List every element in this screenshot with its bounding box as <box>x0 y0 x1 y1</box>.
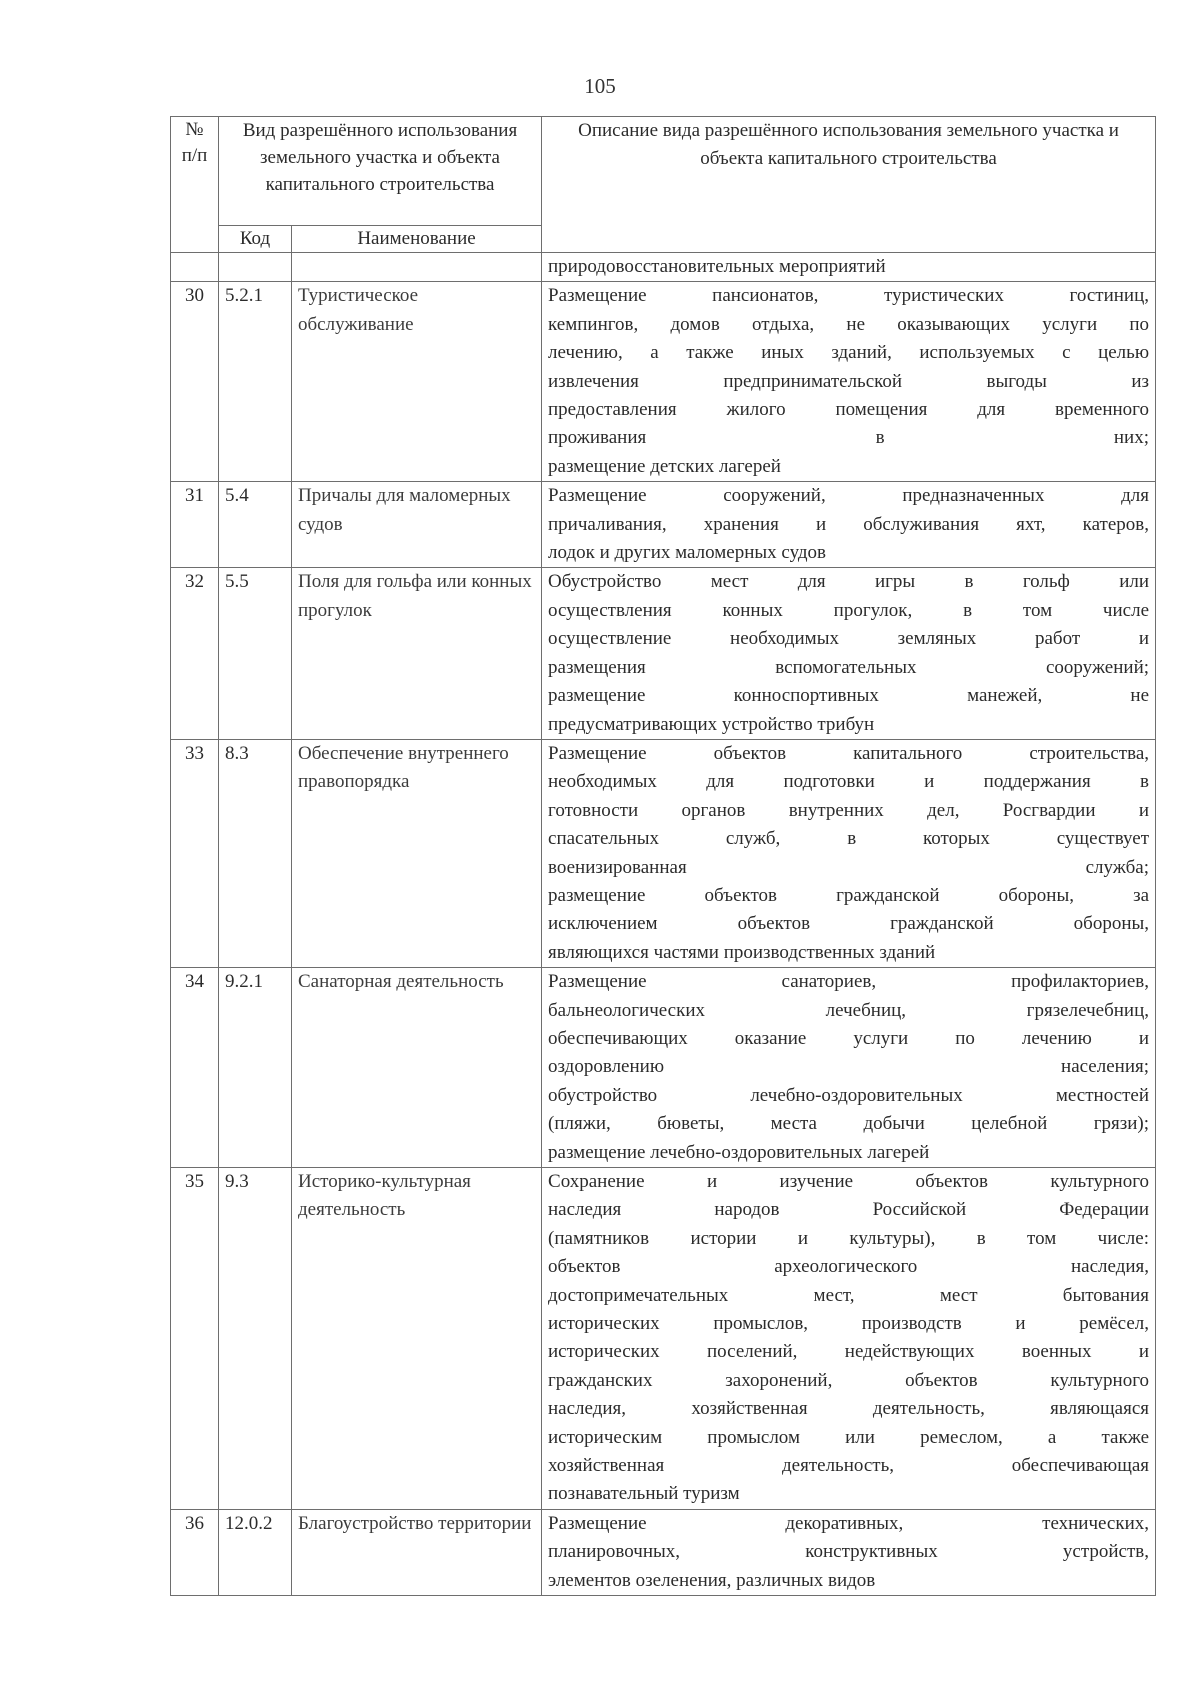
description-line: размещение лечебно-оздоровительных лагерей <box>548 1141 930 1163</box>
header-number: № п/п <box>171 117 219 253</box>
row-code: 5.4 <box>219 482 292 568</box>
description-line: необходимых для подготовки и поддержания в <box>548 771 1150 793</box>
continuation-name-cell <box>292 253 542 282</box>
row-number: 31 <box>171 482 219 568</box>
description-line: размещение объектов гражданской обороны, за <box>548 884 1150 906</box>
description-line: исторических промыслов, производств и ремёсел, <box>548 1313 1150 1335</box>
description-line: размещение детских лагерей <box>548 455 781 477</box>
description-line: познавательный туризм <box>548 1483 740 1505</box>
description-line: лодок и других маломерных судов <box>548 542 827 564</box>
description-line: исторических поселений, недействующих военных и <box>548 1341 1150 1363</box>
description-line: Размещение санаториев, профилакториев, <box>548 971 1150 993</box>
continuation-num-cell <box>171 253 219 282</box>
continuation-text: природовосстановительных мероприятий <box>548 256 886 277</box>
description-line: проживания в них; <box>548 427 1150 449</box>
row-code: 12.0.2 <box>219 1509 292 1595</box>
description-line: хозяйственная деятельность, обеспечивающая <box>548 1455 1150 1477</box>
row-code: 5.5 <box>219 568 292 739</box>
row-name: Поля для гольфа или конных прогулок <box>292 568 542 739</box>
row-description <box>542 1509 1156 1595</box>
description-line: размещение конноспортивных манежей, не <box>548 685 1150 707</box>
description-line: бальнеологических лечебниц, грязелечебниц, <box>548 999 1150 1021</box>
row-number: 32 <box>171 568 219 739</box>
description-line: (памятников истории и культуры), в том числе: <box>548 1227 1150 1249</box>
description-line: Размещение объектов капитального строительства, <box>548 742 1150 764</box>
description-line: объектов археологического наследия, <box>548 1256 1150 1278</box>
description-line: предусматривающих устройство трибун <box>548 713 875 735</box>
description-line: наследия народов Российской Федерации <box>548 1199 1150 1221</box>
description-line: достопримечательных мест, мест бытования <box>548 1284 1150 1306</box>
row-code: 5.2.1 <box>219 282 292 482</box>
table-row <box>171 1509 1156 1595</box>
row-number: 30 <box>171 282 219 482</box>
page-number: 105 <box>584 74 616 98</box>
table-body <box>171 253 1156 1596</box>
header-code: Код <box>219 226 292 253</box>
header-name: Наименование <box>292 226 542 253</box>
table-row <box>171 568 1156 739</box>
header-permitted-use-group: Вид разрешённого использования земельного участка и объекта капитального строительства <box>219 117 542 226</box>
continuation-row <box>171 253 1156 282</box>
row-number: 34 <box>171 968 219 1168</box>
description-line: военизированная служба; <box>548 856 1150 878</box>
description-line: планировочных, конструктивных устройств, <box>548 1541 1150 1563</box>
description-line: (пляжи, бюветы, места добычи целебной грязи); <box>548 1113 1150 1135</box>
row-name: Благоустройство территории <box>292 1509 542 1595</box>
description-line: Размещение пансионатов, туристических гостиниц, <box>548 285 1150 307</box>
description-line: элементов озеленения, различных видов <box>548 1569 876 1591</box>
row-name: Санаторная деятельность <box>292 968 542 1168</box>
description-line: оздоровлению населения; <box>548 1056 1150 1078</box>
row-number: 35 <box>171 1168 219 1510</box>
table-row <box>171 482 1156 568</box>
description-line: лечению, а также иных зданий, используемых с целью <box>548 342 1150 364</box>
description-line: предоставления жилого помещения для временного <box>548 399 1150 421</box>
description-line: осуществления конных прогулок, в том числе <box>548 599 1150 621</box>
description-line: Размещение сооружений, предназначенных для <box>548 485 1150 507</box>
description-line: Обустройство мест для игры в гольф или <box>548 571 1150 593</box>
description-line: историческим промыслом или ремеслом, а также <box>548 1426 1150 1448</box>
description-line: наследия, хозяйственная деятельность, являющаяся <box>548 1398 1150 1420</box>
table-row <box>171 1168 1156 1510</box>
table-row <box>171 739 1156 967</box>
row-name: Историко-культурная деятельность <box>292 1168 542 1510</box>
row-name: Причалы для маломерных судов <box>292 482 542 568</box>
description-line: причаливания, хранения и обслуживания яхт, катеров, <box>548 513 1150 535</box>
description-line: являющихся частями производственных зданий <box>548 941 936 963</box>
land-use-table <box>170 116 1156 1596</box>
row-description <box>542 568 1156 739</box>
row-name: Туристическое обслуживание <box>292 282 542 482</box>
continuation-code-cell <box>219 253 292 282</box>
row-code: 9.3 <box>219 1168 292 1510</box>
description-line: обустройство лечебно-оздоровительных местностей <box>548 1084 1150 1106</box>
description-line: гражданских захоронений, объектов культурного <box>548 1369 1150 1391</box>
row-description <box>542 739 1156 967</box>
description-line: готовности органов внутренних дел, Росгвардии и <box>548 799 1150 821</box>
description-line: Размещение декоративных, технических, <box>548 1512 1150 1534</box>
row-number: 36 <box>171 1509 219 1595</box>
description-line: размещения вспомогательных сооружений; <box>548 656 1150 678</box>
description-line: извлечения предпринимательской выгоды из <box>548 370 1150 392</box>
row-description <box>542 282 1156 482</box>
continuation-desc-cell <box>542 253 1156 282</box>
row-description <box>542 968 1156 1168</box>
description-line: обеспечивающих оказание услуги по лечению и <box>548 1027 1150 1049</box>
description-line: Сохранение и изучение объектов культурного <box>548 1171 1150 1192</box>
description-line: исключением объектов гражданской обороны, <box>548 913 1150 935</box>
row-number: 33 <box>171 739 219 967</box>
description-line: спасательных служб, в которых существует <box>548 828 1150 850</box>
table-row <box>171 968 1156 1168</box>
row-name: Обеспечение внутреннего правопорядка <box>292 739 542 967</box>
row-description <box>542 482 1156 568</box>
description-line: осуществление необходимых земляных работ и <box>548 628 1150 650</box>
header-description: Описание вида разрешённого использования земельного участка и объекта капитального строительства <box>542 117 1156 253</box>
description-line: кемпингов, домов отдыха, не оказывающих услуги по <box>548 313 1150 335</box>
row-code: 9.2.1 <box>219 968 292 1168</box>
row-code: 8.3 <box>219 739 292 967</box>
table-header-row <box>171 117 1156 226</box>
row-description <box>542 1168 1156 1510</box>
table-row <box>171 282 1156 482</box>
